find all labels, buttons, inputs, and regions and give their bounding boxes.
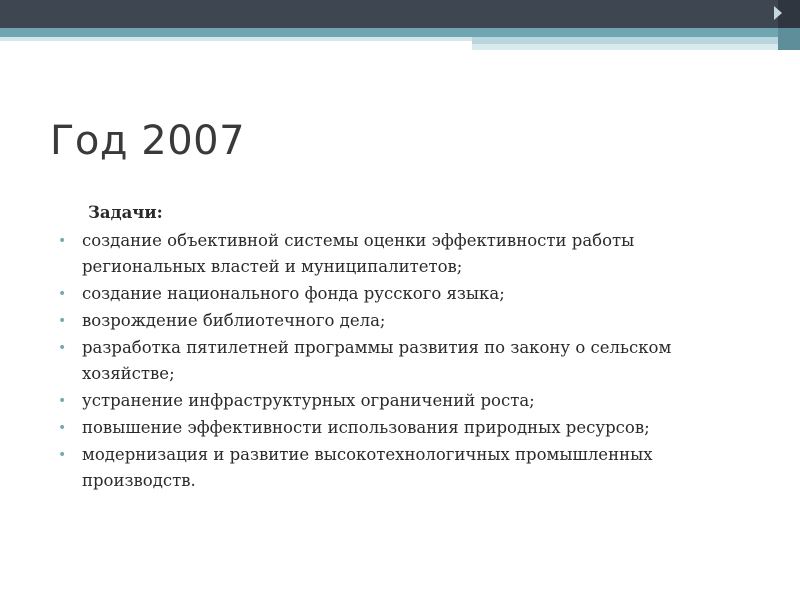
bullet-icon: • xyxy=(58,286,67,302)
header-band-teal xyxy=(0,28,778,37)
task-text: создание объективной системы оценки эффективности работы региональных властей и муниципалитетов; xyxy=(82,231,635,276)
list-item xyxy=(52,415,752,441)
header-band-light-low xyxy=(472,44,778,50)
list-item xyxy=(52,335,752,387)
bullet-icon: • xyxy=(58,340,67,356)
slide-content xyxy=(52,200,752,495)
bullet-icon: • xyxy=(58,393,67,409)
header-band-teal-right xyxy=(778,28,800,50)
list-item xyxy=(52,442,752,494)
list-item xyxy=(52,388,752,414)
list-item xyxy=(52,281,752,307)
task-text: устранение инфраструктурных ограничений роста; xyxy=(82,391,535,410)
header-band-light-mid xyxy=(472,37,778,44)
tasks-list xyxy=(52,228,752,494)
bullet-icon: • xyxy=(58,313,67,329)
task-text: повышение эффективности использования природных ресурсов; xyxy=(82,418,650,437)
header-band-dark xyxy=(0,0,778,28)
bullet-icon: • xyxy=(58,420,67,436)
list-item xyxy=(52,228,752,280)
task-text: разработка пятилетней программы развития по закону о сельском хозяйстве; xyxy=(82,338,672,383)
task-text: создание национального фонда русского языка; xyxy=(82,284,505,303)
task-text: возрождение библиотечного дела; xyxy=(82,311,386,330)
slide-title: Год 2007 xyxy=(50,118,246,164)
header-triangle-icon xyxy=(774,6,782,20)
header-band-light xyxy=(0,37,472,41)
task-text: модернизация и развитие высокотехнологичных промышленных производств. xyxy=(82,445,653,490)
tasks-subheading: Задачи: xyxy=(88,203,163,222)
bullet-icon: • xyxy=(58,447,67,463)
list-item xyxy=(52,308,752,334)
bullet-icon: • xyxy=(58,233,67,249)
